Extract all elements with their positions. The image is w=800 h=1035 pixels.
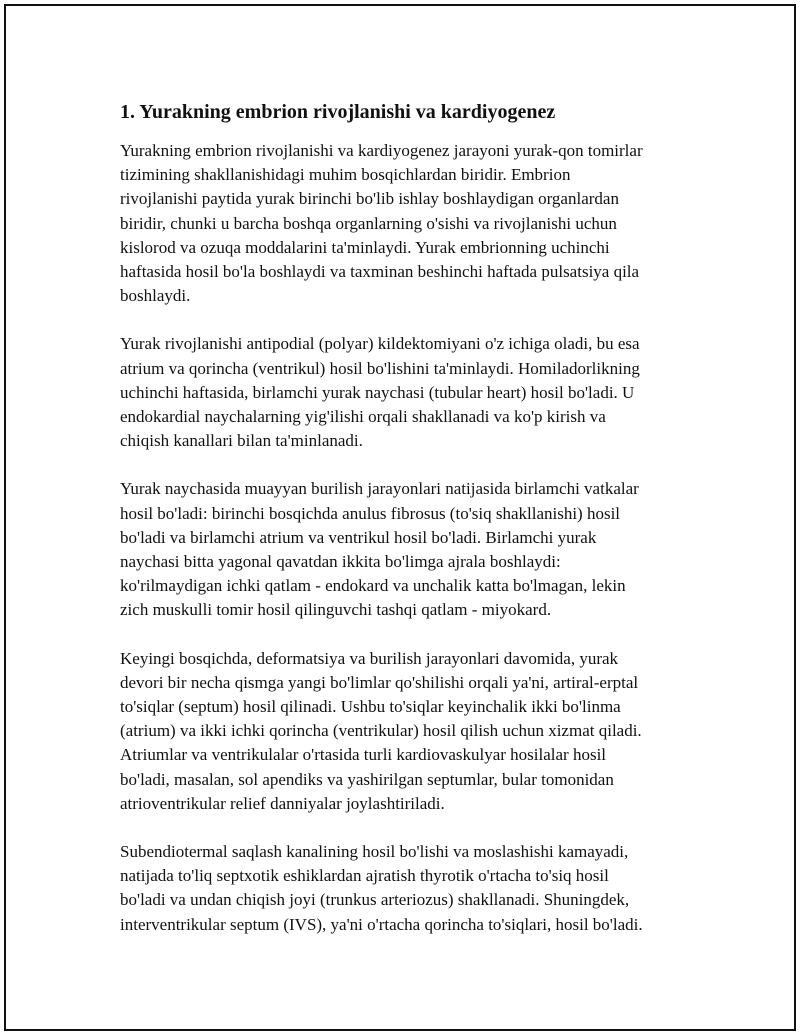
- paragraph-4: Keyingi bosqichda, deformatsiya va burilish jarayonlari davomida, yurak devori bir necha qismga yangi bo'limlar qo'shilishi orqali ya'ni, artiral-erptal to'siqlar (septum) hosil qilinadi. Ushbu to'siqlar keyinchalik ikki bo'linma (atrium) va ikki ichki qorincha (ventrikular) hosil qilish uchun xizmat qiladi. Atriumlar va ventrikulalar o'rtasida turli kardiovaskulyar hosilalar hosil bo'ladi, masalan, sol apendiks va yashirilgan septumlar, bular tomonidan atrioventrikular relief danniyalar joylashtiriladi.: [120, 648, 642, 813]
- paragraph-5: Subendiotermal saqlash kanalining hosil bo'lishi va moslashishi kamayadi, natijada to'liq septxotik eshiklardan ajratish thyrotik o'rtacha to'siq hosil bo'ladi va undan chiqish joyi (trunkus arteriozus) shakllanadi. Shuningdek, interventrikular septum (IVS), ya'ni o'rtacha qorincha to'siqlari, hosil bo'ladi.: [120, 842, 643, 934]
- section-heading: 1. Yurakning embrion rivojlanishi va kardiyogenez: [120, 101, 556, 123]
- document-body: [120, 100, 700, 961]
- paragraph-3: Yurak naychasida muayyan burilish jarayonlari natijasida birlamchi vatkalar hosil bo'ladi: birinchi bosqichda anulus fibrosus (to'siq shakllanishi) hosil bo'ladi va birlamchi atrium va ventrikul hosil bo'ladi. Birlamchi yurak naychasi bitta yagonal qavatdan ikkita bo'limga ajrala boshlaydi: ko'rilmaydigan ichki qatlam - endokard va unchalik katta bo'lmagan, lekin zich muskulli tomir hosil qilinguvchi tashqi qatlam - miyokard.: [120, 479, 639, 620]
- page-border: [4, 4, 796, 1031]
- paragraph-1: Yurakning embrion rivojlanishi va kardiyogenez jarayoni yurak-qon tomirlar tizimining shakllanishidagi muhim bosqichlardan biridir. Embrion rivojlanishi paytida yurak birinchi bo'lib ishlay boshlaydigan organlardan biridir, chunki u barcha boshqa organlarning o'sishi va rivojlanishi uchun kislorod va ozuqa moddalarini ta'minlaydi. Yurak embrionning uchinchi haftasida hosil bo'la boshlaydi va taxminan beshinchi haftada pulsatsiya qila boshlaydi.: [120, 141, 643, 306]
- paragraph-2: Yurak rivojlanishi antipodial (polyar) kildektomiyani o'z ichiga oladi, bu esa atrium va qorincha (ventrikul) hosil bo'lishini ta'minlaydi. Homiladorlikning uchinchi haftasida, birlamchi yurak naychasi (tubular heart) hosil bo'ladi. U endokardial naychalarning yig'ilishi orqali shakllanadi va ko'p kirish va chiqish kanallari bilan ta'minlanadi.: [120, 334, 640, 451]
